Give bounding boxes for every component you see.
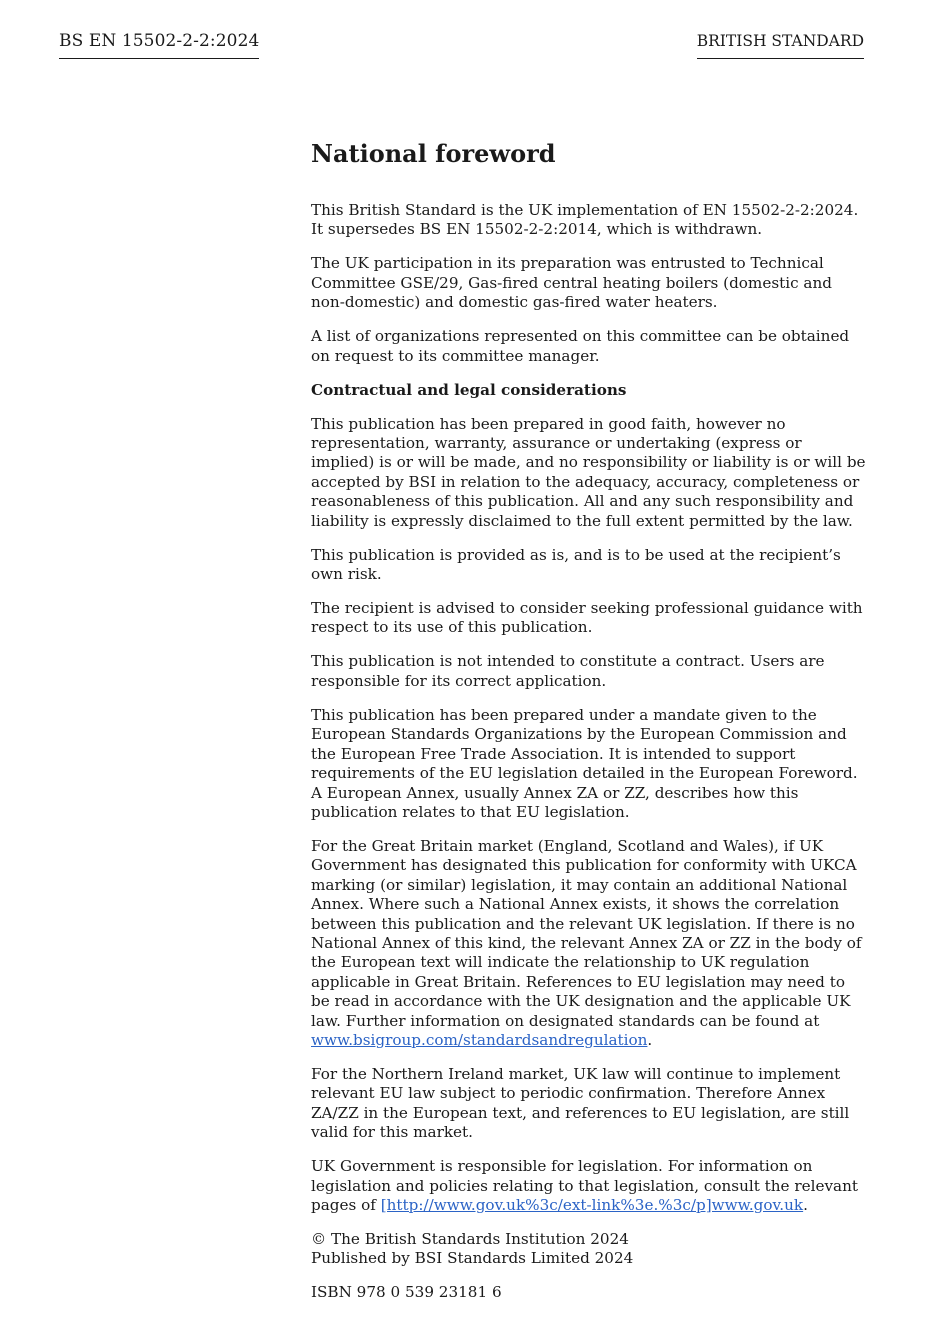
paragraph-uk-government-end: . [803,1196,808,1214]
isbn-line: ISBN 978 0 539 23181 6 [311,1283,502,1302]
paragraph-committee-list: A list of organizations represented on this committee can be obtained on request to its committee manager. [311,327,850,365]
paragraph-uk-government-text: UK Government is responsible for legislation. For information on legislation and policies relating to that legislation, consult the relevant pages of [311,1157,858,1214]
paragraph-uk-government [311,1157,867,1215]
gov-uk-link[interactable]: [http://www.gov.uk%3c/ext-link%3e.%3c/p]www.gov.uk [380,1196,804,1214]
paragraph-northern-ireland: For the Northern Ireland market, UK law will continue to implement relevant EU law subject to periodic confirmation. Therefore Annex ZA/ZZ in the European text, and references to EU legislation, are still valid for this market. [311,1064,850,1142]
paragraph-disclaimer: This publication has been prepared in good faith, however no representation, warranty, assurance or undertaking (express or implied) is or will be made, and no responsibility or liability is or will be accepted by BSI in relation to the adequacy, accuracy, completeness or reasonableness of this publication. All and any such responsibility and liability is expressly disclaimed to the full extent permitted by the law. [311,414,866,530]
paragraph-participation: The UK participation in its preparation was entrusted to Technical Committee GSE/29, Gas-fired central heating boilers (domestic and non-domestic) and domestic gas-fired water heaters. [311,254,832,312]
paragraph-great-britain-text: For the Great Britain market (England, Scotland and Wales), if UK Government has designated this publication for conformity with UKCA marking (or similar) legislation, it may contain an additional National Annex. Where such a National Annex exists, it shows the correlation between this publication and the relevant UK legislation. If there is no National Annex of this kind, the relevant Annex ZA or ZZ in the body of the European text will indicate the relationship to UK regulation applicable in Great Britain. References to EU legislation may need to be read in accordance with the UK designation and the applicable UK law. Further information on designated standards can be found at [311,836,862,1030]
series-label: BRITISH STANDARD [697,30,864,59]
paragraph-contract: This publication is not intended to constitute a contract. Users are responsible for its correct application. [311,652,825,690]
document-id: BS EN 15502-2-2:2024 [59,30,259,59]
paragraph-guidance: The recipient is advised to consider seeking professional guidance with respect to its use of this publication. [311,599,863,637]
copyright-line: © The British Standards Institution 2024 [311,1230,629,1248]
paragraph-mandate: This publication has been prepared under a mandate given to the European Standards Organizations by the European Commission and the European Free Trade Association. It is intended to support requirements of the EU legislation detailed in the European Foreword. A European Annex, usually Annex ZA or ZZ, describes how this publication relates to that EU legislation. [311,705,858,821]
bsigroup-link[interactable]: www.bsigroup.com/standardsandregulation [311,1030,648,1049]
section-heading: Contractual and legal considerations [311,380,627,399]
page-title: National foreword [311,139,556,168]
paragraph-implementation: This British Standard is the UK implementation of EN 15502-2-2:2024. It supersedes BS EN 15502-2-2:2014, which is withdrawn. [311,201,859,239]
paragraph-great-britain [311,837,867,1050]
foreword-body [311,138,867,1317]
publication-info [311,1230,867,1269]
paragraph-great-britain-end: . [647,1030,653,1049]
paragraph-risk: This publication is provided as is, and is to be used at the recipient’s own risk. [311,545,841,584]
publisher-line: Published by BSI Standards Limited 2024 [311,1249,634,1268]
